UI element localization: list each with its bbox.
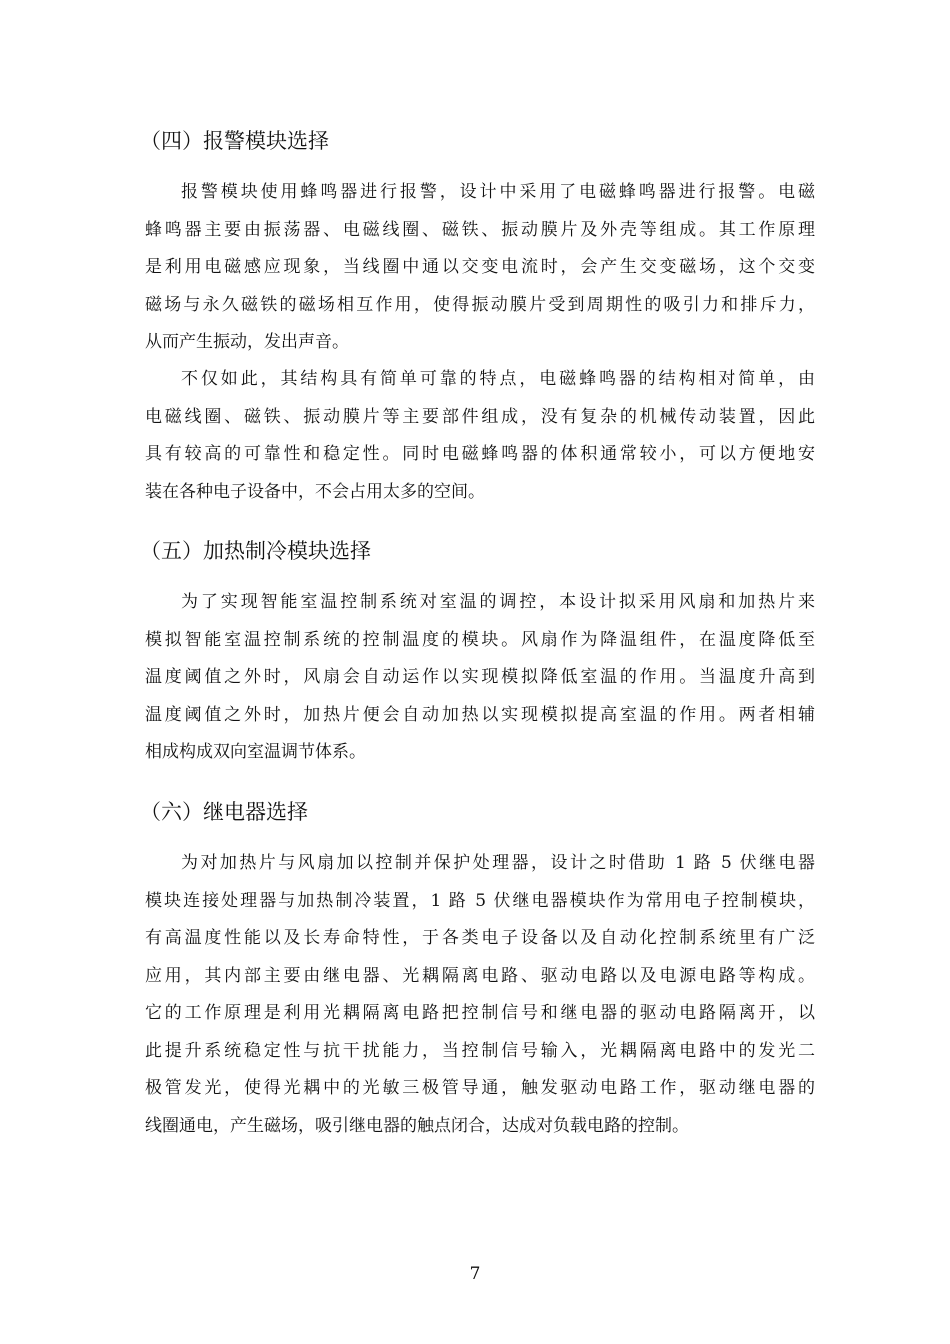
paragraph-heating-cooling-1 [145, 584, 815, 772]
paragraph-line: 报警模块使用蜂鸣器进行报警，设计中采用了电磁蜂鸣器进行报警。电磁 [181, 182, 815, 202]
paragraph-line: 不仅如此，其结构具有简单可靠的特点，电磁蜂鸣器的结构相对简单，由 [181, 369, 815, 389]
paragraph-line: 为对加热片与风扇加以控制并保护处理器，设计之时借助 1 路 5 伏继电器 [181, 853, 815, 873]
section-heading-alarm: （四）报警模块选择 [140, 129, 329, 153]
page-number: 7 [469, 1264, 481, 1284]
paragraph-line: 应用，其内部主要由继电器、光耦隔离电路、驱动电路以及电源电路等构成。 [145, 965, 815, 986]
paragraph-line: 从而产生振动，发出声音。 [145, 332, 349, 352]
paragraph-line: 模块连接处理器与加热制冷装置，1 路 5 伏继电器模块作为常用电子控制模块， [145, 890, 815, 911]
paragraph-relay-1 [145, 845, 815, 1145]
paragraph-alarm-1 [145, 174, 815, 362]
paragraph-line: 电磁线圈、磁铁、振动膜片等主要部件组成，没有复杂的机械传动装置，因此 [145, 406, 815, 427]
paragraph-line: 为了实现智能室温控制系统对室温的调控，本设计拟采用风扇和加热片来 [181, 592, 815, 612]
paragraph-line: 模拟智能室温控制系统的控制温度的模块。风扇作为降温组件，在温度降低至 [145, 629, 815, 650]
paragraph-line: 磁场与永久磁铁的磁场相互作用，使得振动膜片受到周期性的吸引力和排斥力， [145, 294, 815, 315]
section-heading-heating-cooling: （五）加热制冷模块选择 [140, 539, 371, 563]
paragraph-line: 装在各种电子设备中，不会占用太多的空间。 [145, 481, 485, 502]
paragraph-line: 极管发光，使得光耦中的光敏三极管导通，触发驱动电路工作，驱动继电器的 [145, 1078, 815, 1098]
paragraph-line: 是利用电磁感应现象，当线圈中通以交变电流时，会产生交变磁场，这个交变 [145, 257, 815, 277]
paragraph-line: 它的工作原理是利用光耦隔离电路把控制信号和继电器的驱动电路隔离开，以 [145, 1003, 815, 1023]
paragraph-line: 具有较高的可靠性和稳定性。同时电磁蜂鸣器的体积通常较小，可以方便地安 [145, 444, 815, 464]
paragraph-line: 温度阈值之外时，风扇会自动运作以实现模拟降低室温的作用。当温度升高到 [145, 667, 815, 687]
paragraph-line: 有高温度性能以及长寿命特性，于各类电子设备以及自动化控制系统里有广泛 [145, 928, 815, 948]
paragraph-line: 此提升系统稳定性与抗干扰能力，当控制信号输入，光耦隔离电路中的发光二 [145, 1040, 815, 1061]
section-heading-relay: （六）继电器选择 [140, 800, 308, 824]
paragraph-line: 相成构成双向室温调节体系。 [145, 742, 366, 762]
paragraph-line: 温度阈值之外时，加热片便会自动加热以实现模拟提高室温的作用。两者相辅 [145, 704, 815, 725]
paragraph-line: 蜂鸣器主要由振荡器、电磁线圈、磁铁、振动膜片及外壳等组成。其工作原理 [145, 219, 815, 240]
paragraph-alarm-2 [145, 361, 815, 511]
paragraph-line: 线圈通电，产生磁场，吸引继电器的触点闭合，达成对负载电路的控制。 [145, 1115, 689, 1136]
